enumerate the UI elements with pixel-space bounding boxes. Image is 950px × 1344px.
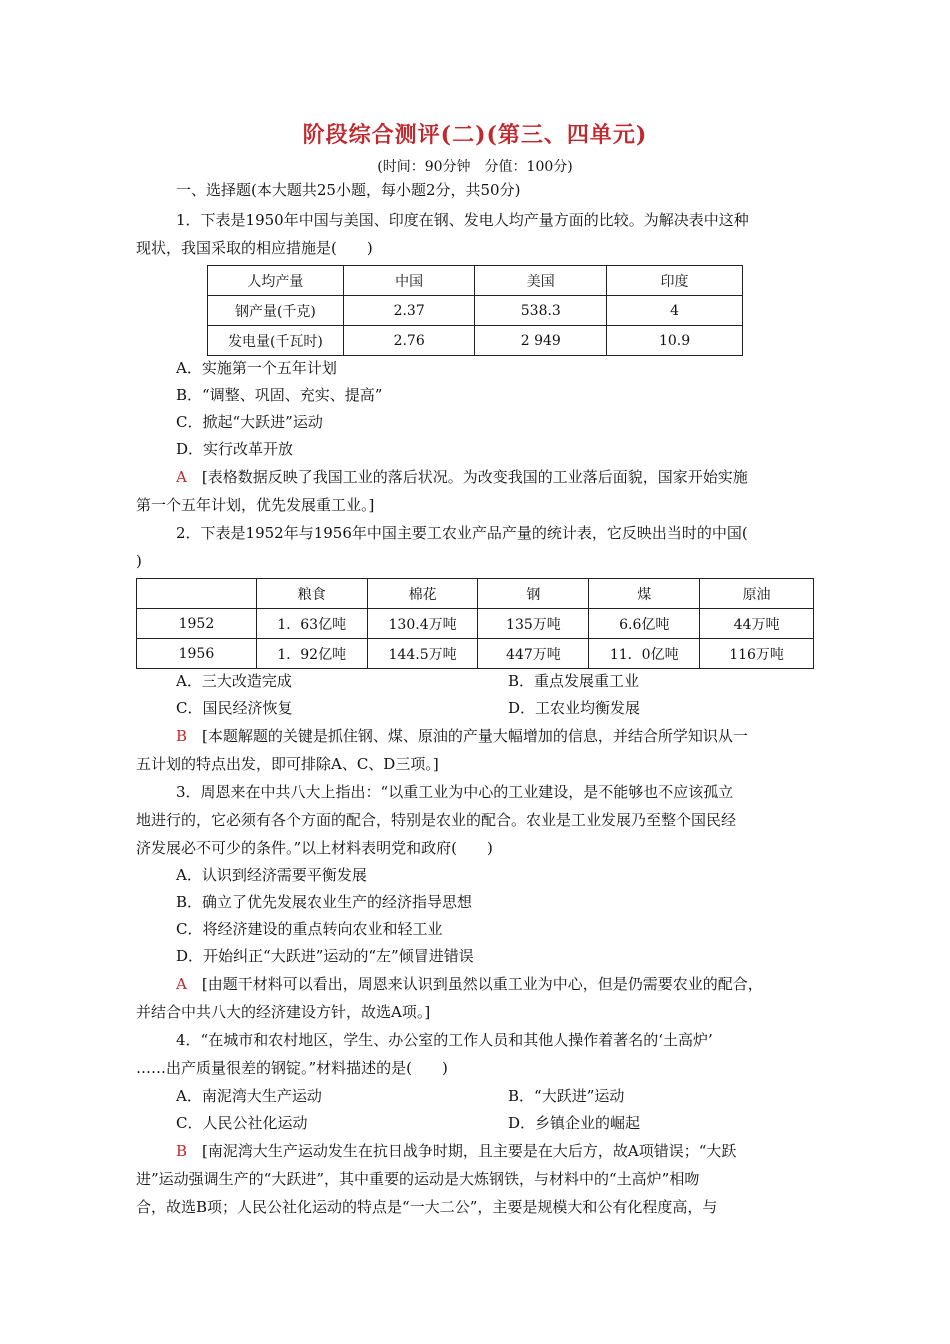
table-cell: 2 949 [475, 326, 607, 356]
q3-option-a: A．认识到经济需要平衡发展 [176, 866, 367, 884]
q3-option-b: B．确立了优先发展农业生产的经济指导思想 [176, 893, 473, 911]
q3-explanation-text: [由题干材料可以看出，周恩来认识到虽然以重工业为中心，但是仍需要农业的配合， [201, 975, 763, 993]
table-header-cell: 棉花 [367, 579, 478, 609]
q2-option-a: A．三大改造完成 [176, 672, 292, 690]
table-header-cell: 粮食 [256, 579, 367, 609]
q1-option-d: D．实行改革开放 [176, 440, 294, 458]
table-cell: 1956 [137, 639, 257, 669]
table-cell: 1952 [137, 609, 257, 639]
q2-option-d: D．工农业均衡发展 [508, 699, 641, 717]
table-cell: 1．63亿吨 [256, 609, 367, 639]
q1-explanation-line-1 [176, 463, 748, 491]
q1-option-b: B．“调整、巩固、充实、提高” [176, 386, 383, 404]
q1-answer: A [176, 468, 187, 486]
q3-option-d: D．开始纠正“大跃进”运动的“左”倾冒进错误 [176, 947, 474, 965]
table-header-cell [137, 579, 257, 609]
q2-stem-line-1: 2．下表是1952年与1956年中国主要工农业产品产量的统计表，它反映出当时的中国( [176, 524, 748, 542]
table-cell: 538.3 [475, 296, 607, 326]
q1-table [207, 265, 743, 356]
table-cell: 44万吨 [700, 609, 814, 639]
table-row [137, 639, 814, 669]
table-cell: 11．0亿吨 [589, 639, 700, 669]
q1-explanation-line-2: 第一个五年计划，优先发展重工业。] [136, 496, 375, 514]
table-cell: 130.4万吨 [367, 609, 478, 639]
q2-explanation-text: [本题解题的关键是抓住钢、煤、原油的产量大幅增加的信息，并结合所学知识从一 [202, 727, 748, 745]
table-cell: 4 [607, 296, 743, 326]
table-cell: 2.76 [343, 326, 475, 356]
section-heading: 一、选择题(本大题共25小题，每小题2分，共50分) [176, 181, 521, 199]
table-cell: 6.6亿吨 [589, 609, 700, 639]
q3-stem-line-1: 3．周恩来在中共八大上指出：“以重工业为中心的工业建设，是不能够也不应该孤立 [176, 783, 734, 801]
q4-option-b: B．“大跃进”运动 [508, 1087, 625, 1105]
q1-option-c: C．掀起“大跃进”运动 [176, 413, 323, 431]
table-header-cell: 印度 [607, 266, 743, 296]
q2-option-c: C．国民经济恢复 [176, 699, 293, 717]
q4-option-a: A．南泥湾大生产运动 [176, 1087, 322, 1105]
table-cell: 116万吨 [700, 639, 814, 669]
table-cell: 447万吨 [478, 639, 589, 669]
q2-stem-line-2: ) [136, 552, 142, 570]
q3-stem-line-3: 济发展必不可少的条件。”以上材料表明党和政府( ) [136, 839, 493, 857]
table-cell: 发电量(千瓦时) [208, 326, 344, 356]
table-header-cell: 人均产量 [208, 266, 344, 296]
table-cell: 135万吨 [478, 609, 589, 639]
q3-explanation-line-1 [176, 970, 763, 998]
q1-stem-line-1: 1．下表是1950年中国与美国、印度在钢、发电人均产量方面的比较。为解决表中这种 [176, 211, 749, 229]
table-cell: 钢产量(千克) [208, 296, 344, 326]
q2-table [136, 578, 814, 669]
q4-explanation-line-1 [176, 1137, 736, 1165]
table-cell: 10.9 [607, 326, 743, 356]
table-header-row [137, 579, 814, 609]
q4-explanation-line-2: 进”运动强调生产的“大跃进”，其中重要的运动是大炼钢铁，与材料中的“土高炉”相吻 [136, 1170, 700, 1188]
q4-option-d: D．乡镇企业的崛起 [508, 1114, 641, 1132]
table-cell: 2.37 [343, 296, 475, 326]
q3-stem-line-2: 地进行的，它必须有各个方面的配合，特别是农业的配合。农业是工业发展乃至整个国民经 [136, 811, 737, 829]
table-cell: 1．92亿吨 [256, 639, 367, 669]
q3-option-c: C．将经济建设的重点转向农业和轻工业 [176, 920, 443, 938]
q4-stem-line-2: ……出产质量很差的钢锭。”材料描述的是( ) [136, 1059, 448, 1077]
table-header-cell: 煤 [589, 579, 700, 609]
q4-option-c: C．人民公社化运动 [176, 1114, 308, 1132]
q3-answer: A [176, 975, 187, 993]
q1-explanation-text: [表格数据反映了我国工业的落后状况。为改变我国的工业落后面貌，国家开始实施 [201, 468, 748, 486]
q4-explanation-text: [南泥湾大生产运动发生在抗日战争时期，且主要是在大后方，故A项错误；“大跃 [202, 1142, 737, 1160]
exam-meta: (时间：90分钟 分值：100分) [377, 159, 573, 175]
table-header-cell: 钢 [478, 579, 589, 609]
table-header-cell: 美国 [475, 266, 607, 296]
q4-answer: B [176, 1142, 188, 1160]
table-header-row [208, 266, 743, 296]
q4-stem-line-1: 4．“在城市和农村地区，学生、办公室的工作人员和其他人操作着著名的‘土高炉’ [176, 1031, 713, 1049]
q4-explanation-line-3: 合，故选B项；人民公社化运动的特点是“一大二公”，主要是规模大和公有化程度高，与 [136, 1198, 718, 1216]
table-row [137, 609, 814, 639]
q3-explanation-line-2: 并结合中共八大的经济建设方针，故选A项。] [136, 1003, 431, 1021]
q1-stem-line-2: 现状，我国采取的相应措施是( ) [136, 239, 373, 257]
table-cell: 144.5万吨 [367, 639, 478, 669]
q1-option-a: A．实施第一个五年计划 [176, 359, 337, 377]
q2-option-b: B．重点发展重工业 [508, 672, 640, 690]
q2-explanation-line-1 [176, 722, 748, 750]
table-row [208, 296, 743, 326]
table-header-cell: 中国 [343, 266, 475, 296]
table-header-cell: 原油 [700, 579, 814, 609]
table-row [208, 326, 743, 356]
q2-answer: B [176, 727, 188, 745]
q2-explanation-line-2: 五计划的特点出发，即可排除A、C、D三项。] [136, 755, 439, 773]
page-title: 阶段综合测评(二)(第三、四单元) [302, 122, 648, 148]
